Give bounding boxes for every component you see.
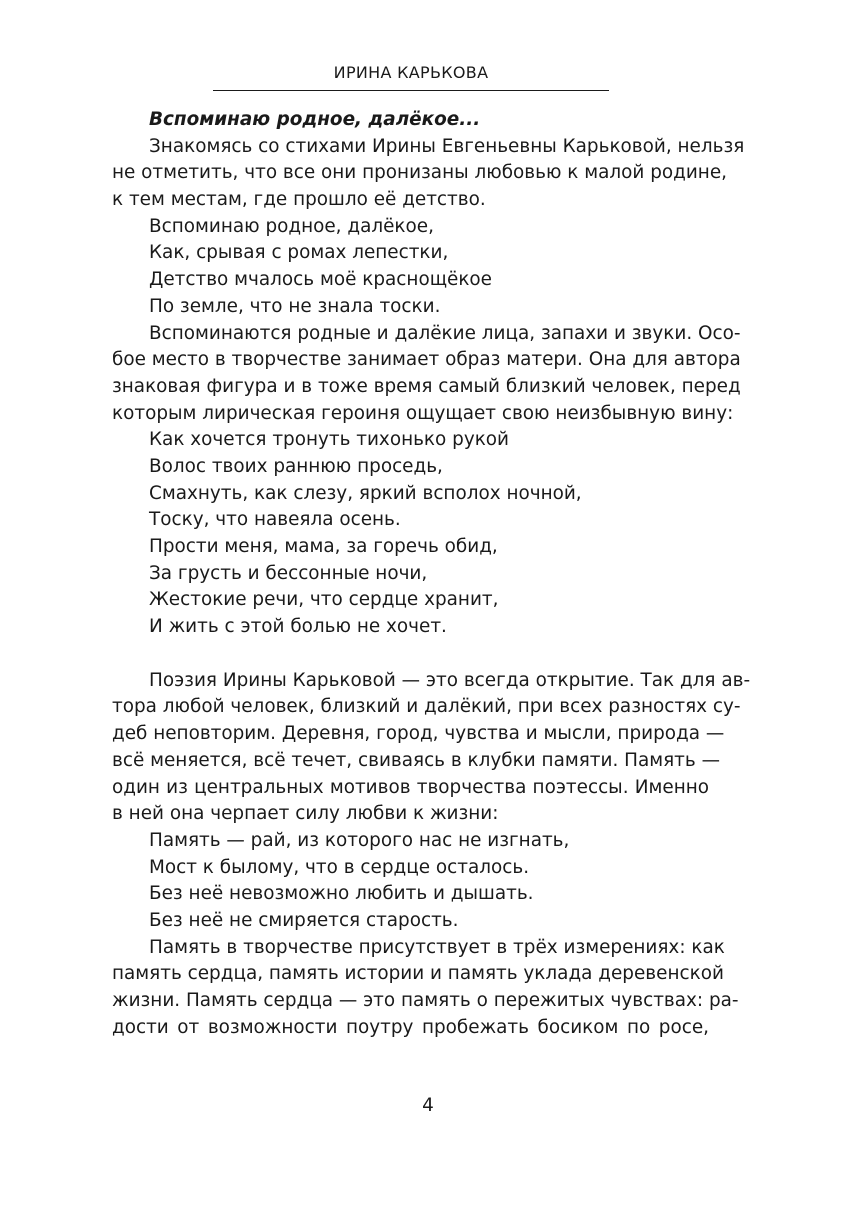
paragraph-line: всё меняется, всё течет, свиваясь в клубки памяти. Память — (112, 749, 720, 771)
paragraph-line: один из центральных мотивов творчества поэтессы. Именно (112, 776, 709, 798)
page-number: 4 (422, 1095, 434, 1116)
paragraph-line: Знакомясь со стихами Ирины Евгеньевны Карьковой, нельзя (149, 135, 745, 157)
paragraph-line: Поэзия Ирины Карьковой — это всегда открытие. Так для ав- (149, 669, 751, 691)
poem-line: По земле, что не знала тоски. (149, 295, 441, 317)
poem-line: Память — рай, из которого нас не изгнать, (149, 829, 570, 851)
paragraph-line: память сердца, память истории и память уклада деревенской (112, 963, 724, 985)
paragraph-line: Память в творчестве присутствует в трёх измерениях: как (149, 936, 725, 958)
section-heading: Вспоминаю родное, далёкое... (149, 109, 481, 130)
blank-line (112, 641, 709, 668)
poem-line: Жестокие речи, что сердце хранит, (149, 589, 499, 611)
poem-line: Как, срывая с ромах лепестки, (149, 242, 449, 264)
paragraph-line: деб неповторим. Деревня, город, чувства и мысли, природа — (112, 723, 725, 745)
paragraph-line: знаковая фигура и в тоже время самый близкий человек, перед (112, 375, 741, 397)
running-head: ИРИНА КАРЬКОВА (333, 63, 489, 82)
poem-line: Тоску, что навеяла осень. (149, 509, 401, 531)
paragraph-line: жизни. Память сердца — это память о пережитых чувствах: ра- (112, 990, 739, 1011)
paragraph-line: бое место в творчестве занимает образ матери. Она для автора (112, 349, 741, 371)
poem-line: Без неё не смиряется старость. (149, 909, 459, 931)
poem-line: Волос твоих раннюю проседь, (149, 455, 443, 477)
poem-line: Детство мчалось моё краснощёкое (149, 269, 493, 291)
paragraph-line: Вспоминаются родные и далёкие лица, запахи и звуки. Осо- (149, 322, 741, 344)
paragraph-line: дости от возможности поутру пробежать босиком по росе, (112, 1016, 709, 1038)
poem-line: Мост к былому, что в сердце осталось. (149, 856, 530, 878)
paragraph-line: не отметить, что все они пронизаны любовью к малой родине, (112, 162, 727, 184)
poem-line: Без неё невозможно любить и дышать. (149, 883, 534, 905)
poem-line: За грусть и бессонные ночи, (149, 562, 428, 584)
paragraph-line: в ней она черпает силу любви к жизни: (112, 803, 499, 825)
paragraph-line: к тем местам, где прошло её детство. (112, 189, 486, 211)
poem-line: Смахнуть, как слезу, яркий всполох ночной, (149, 482, 582, 504)
page-body (112, 107, 751, 1041)
paragraph-line: тора любой человек, близкий и далёкий, при всех разностях су- (112, 696, 741, 718)
poem-line: Прости меня, мама, за горечь обид, (149, 536, 498, 557)
header-rule (213, 90, 609, 91)
poem-line: Как хочется тронуть тихонько рукой (149, 429, 510, 451)
paragraph-line: которым лирическая героиня ощущает свою неизбывную вину: (112, 402, 734, 424)
poem-line: И жить с этой болью не хочет. (149, 616, 447, 638)
poem-line: Вспоминаю родное, далёкое, (149, 215, 434, 237)
